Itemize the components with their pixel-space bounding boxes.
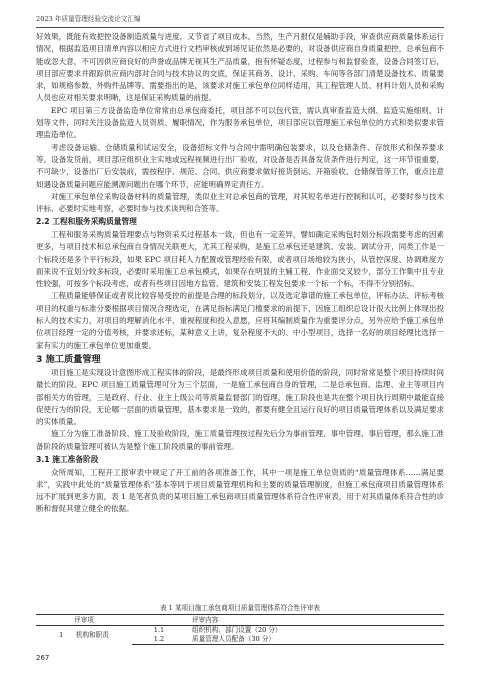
table-cell: 组织机构、部门设置（20 分） [192,626,282,634]
table-header-cell: 评审项 [36,615,132,626]
row-number: 1 [59,630,64,639]
paragraph: 工程质量能够保证或者说比较容易受控的前提是合理的标段划分，以及选定靠谱的施工承包单位，评标办法、评标考核项目的权重与标准分要根据项目情况合理选定，在满足指标满足门槛要求的前提下，因施工组织总设计很大比例上体现出投标人的技术实力，对项目的理解消化水平、重视程度和投入意愿，应将其编制质量作为重要评分点，另外应给予施工承包单位项目经理一定的分值考核，并要求述标，某种意义上讲，复杂程度不大的、中小型项目，选择一名好的项目经理比选择一家有实力的施工承包单位更加重要。 [36,291,444,350]
table-cell [36,626,132,645]
table-cell: 质量管理人员配备（30 分） [186,635,444,645]
table-caption: 表 1 某项目施工承包商项目质量管理体系符合性评审表 [159,604,321,612]
section-heading: 3.1 施工准备阶段 [36,455,99,464]
page-header [36,13,444,28]
page-number: 267 [36,654,50,662]
paragraph: 对施工承包单位采购设备材料的质量管理，类似业主对总承包商的管理，对其短名单进行控制和认可，必要时参与技术评标、必要时实地考察，必要时参与技术谈判和合签等。 [36,191,444,214]
paragraph: 考虑设备运输、仓储质量和试运安全，设备招标文件与合同中需明确包装要求，以及仓储条件、存放形式和保养要求等。设备发货前，项目部应组织业主实地或远程视频进行出厂验收，对设备是否具备发货条件进行判定，这一环节很重要，不可缺少，设备出厂后安装前，需按程序、规范、合同、供应商要求做好接货倒运、开箱验收、仓储保管等工作，重点注意如遇设备质量问题应能溯源问题出在哪个环节，应能明确界定责任方。 [36,142,444,189]
table-cell: 1.2 [132,635,186,645]
header-title: 2023 年质量管理经验交流论文汇编 [36,15,141,23]
section-heading: 2.2 工程和服务采购质量管理 [36,217,137,227]
paragraph: 好效果，既能有效把控设备制造质量与进度，又节省了项目成本。当然，生产月报仅是辅助手段，审查供应商质量体系运行情况，根据监造项目清单内容以相应方式进行文档审核或到场见证依然是必要的，对设备供应商自身质量把控，总承包商不能或忽大意，不可因供应商良好的声誉或品牌无视其生产品质量，抱有怀疑态度，过程参与和监督验查，设备合同签订后，项目部应要求并跟踪供应商内部对合同与技术协议的交底，保证其商务、设计、采购、车间等各部门清楚设备技术、质量要求，如规格参数、外购件品牌等。需要指出的是，该要求对施工承包单位同样适用，其工程管理人员、材料计划人员和采购人员也应对相关要求明晰，这是保证采购质量的前提。 [36,32,444,103]
table-header-cell [132,615,186,626]
chapter-heading: 3 施工质量管理 [36,353,101,365]
paragraph: 众所周知，工程开工报审表中规定了开工前的各项准备工作，其中一项是施工单位资质的“质量管理体系……满足要求”，实践中此处的“质量管理体系”基本等同于项目质量管理机构和主要的质量管理制度，但施工承包商项目质量管理体系远不扩展到更多方面，表 1 是笔者负责的某项目施工承包商项目质量管理体系符合性评审表，用于对其质量体系符合性的诊断和督促其建立健全的依据。 [36,467,444,514]
body-text [36,31,444,516]
paragraph: 项目施工是实现设计意图形成工程实体的阶段，是最终形成项目质量和使用价值的阶段，同时常常是整个项目持续时间最长的阶段。EPC 项目施工质量管理可分为三个层面，一是施工承包商自身的管理，二是总承包商、监理、业主等项目内部相关方的管理，三是政府、行业、业主上级公司等质量监督部门的管理，施工阶段也是共在整个项目执行周期中最能直接促使行为的阶段，无论哪一层面的质量管理，基本要求是一致的，都要有健全且运行良好的项目质量管理体系以及满足要求的实体质量。 [36,367,444,427]
evaluation-table [36,614,444,645]
paragraph: EPC 项目第三方设备监造单位常常由总承包商委托，项目部不可以包代管，需认真审查监造大纲、监造实施细则、计划等文件，同时关注设备监造人员资质、履职情况，作为服务承包单位，项目部应以管理施工承包单位的方式和类似要求管理监造单位。 [36,105,444,140]
table-header-cell: 评审内容 [186,615,444,626]
row-item: 机构和职责 [75,630,109,639]
table-row [36,626,444,636]
table-header-row [36,615,444,626]
table-cell: 1.1 [153,626,165,634]
paragraph: 施工分为施工准备阶段、施工及验收阶段，施工质量管理按过程先后分为事前管理、事中管理、事后管理，那么施工准备阶段的质量管理可被认为是整个施工阶段质量的事前管理。 [36,429,444,451]
paragraph: 工程和服务采购质量管理要点与物资采买过程基本一致，但也有一定差异，譬如确定采购包时划分标段需要考虑的因素更多，与项目技术和总承包商自身情况关联更大，尤其工程采购，是施工总承包还是建筑、安装、调试分开，同类工作是一个标段还是多个平行标段，如果 EPC 项目耗人力配置或管理经验有限，或者项目场地较为狭小，从管控深度、协调难度方面来说不宜划分较多标段，必要时采用施工总承包模式，如果存在明显的主辅工程、作业面交叉较少，部分工作集中且专业性较强，可按多个标段考虑，或者有些项目因地方监管、建筑和安装工程发包要求一个标一个标，不得不分别招标。 [36,229,444,289]
